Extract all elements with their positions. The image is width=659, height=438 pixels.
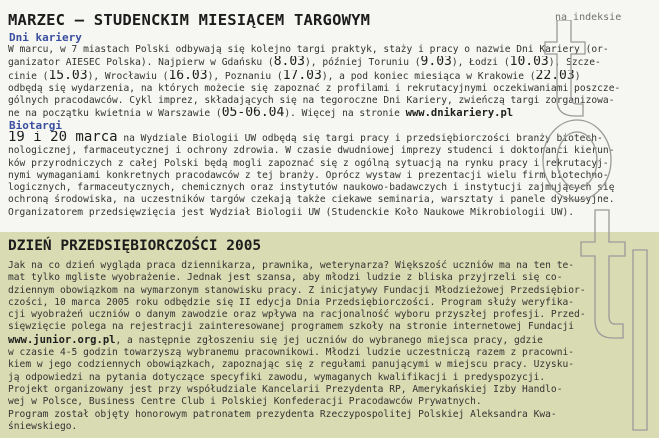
biotargi-line: logicznych, farmaceutycznych, chemicznych oraz instytutów naukowo-badawczych i instytucji zajmujących się xyxy=(8,182,615,193)
event-date: 17.03 xyxy=(282,69,322,83)
biotargi-line: ków przyrodniczych z całej Polski będą mogli zapoznać się z ogólną sytuacją na rynku pracy i rekrutacyj- xyxy=(8,157,609,169)
event-date: 8.03 xyxy=(273,56,306,70)
dzien-line: śniewskiego. xyxy=(8,420,78,432)
dzien-title: DZIEŃ PRZEDSIĘBIORCZOŚCI 2005 xyxy=(8,238,262,254)
dzien-line: Program został objęty honorowym patronatem prezydenta Rzeczypospolitej Polskiej Aleksandra Kwa- xyxy=(8,408,557,420)
junior-link[interactable]: www.junior.org.pl xyxy=(8,333,116,346)
dzien-line: mat tylko mgliste wyobrażenie. Jednak jest szansa, aby młodzi ludzie z bliska przyjrzeli się co- xyxy=(8,272,563,284)
dni-kariery-line: gólnych pracodawców. Cykl imprez, składających się na tegoroczne Dni Kariery, zwieńczą targi zorganizowa- xyxy=(8,95,615,106)
dzien-line: kiem w jego codziennych obowiązkach, zapoznając się z regułami panującymi w miejscu pracy. Uzysku- xyxy=(8,359,575,371)
biotargi-heading: Biotargi xyxy=(9,119,62,132)
dzien-line: dziennym obowiązkom na wymarzonym stanowisku pracy. Z inicjatywy Fundacji Młodzieżowej Przedsiębior- xyxy=(8,284,586,296)
dzien-line: cji wyobrażeń uczniów o danym zawodzie oraz wpływa na racjonalność wyboru przyszłej profesji. Przed- xyxy=(8,309,586,321)
biotargi-text: 19 i 20 marca na Wydziale Biologii UW odbędą się targi pracy i przedsiębiorczości branży biotech- nologicznej, farmaceutycznej i ochrony zdrowia. W czasie dwudniowej imprezy studenci i doktoranci kierun- ków przyrodniczych z całej Polski będą mogli zapoznać się z ogólną sytuacją na rynku pracy i rekrutacyj- nymi wymaganiami konkretnych pracodawców z tej branży. Oprócz wystaw i prezentacji wielu firm biotechno- logicznych, farmaceutycznych, chemicznych oraz instytutów naukowo-badawczych i instytucji zajmujących się ochroną środowiska, na uczestników targów czekają także ciekawe seminaria, warsztaty i panele dyskusyjne. Organizatorem przedsięwzięcia jest Wydział Biologii UW (Studenckie Koło Naukowe Mikrobiologii UW). xyxy=(8,131,653,219)
dzien-line: czości, 10 marca 2005 roku odbędzie się II edycja Dnia Przedsiębiorczości. Program służy weryfika- xyxy=(8,296,575,308)
dzien-line: Projekt organizowany jest przy współudziale Kancelarii Prezydenta RP, Amerykańskiej Izby Handlo- xyxy=(8,383,563,395)
dzien-line: sięwzięcie polega na rejestracji zainteresowanej programem szkoły na stronie internetowej Fundacji xyxy=(8,321,575,333)
dni-kariery-text xyxy=(8,44,653,121)
dzien-line: w czasie 4-5 godzin towarzyszą wybranemu pracownikowi. Młodzi ludzie uczestniczą razem z pracowni- xyxy=(8,347,575,359)
dni-kariery-line: ne na początku kwietnia w Warszawie (05-06.04). Więcej na stronie www.dnikariery.pl xyxy=(8,107,514,121)
dnikariery-link[interactable]: www.dnikariery.pl xyxy=(405,107,514,120)
dni-kariery-heading: Dni kariery xyxy=(9,31,82,44)
dzien-line: wej w Polsce, Business Centre Club i Polskiej Konfederacji Pracodawców Prywatnych. xyxy=(8,396,482,408)
bottom-section xyxy=(0,232,659,438)
event-date: 9.03 xyxy=(420,56,452,70)
biotargi-line: ochroną środowiska, na uczestników targów czekają także ciekawe seminaria, warsztaty i panele dyskusyjne. xyxy=(8,194,615,206)
event-date: 15.03 xyxy=(48,69,88,83)
biotargi-line: nymi wymaganiami konkretnych pracodawców z tej branży. Oprócz wystaw i prezentacji wielu firm biotechno- xyxy=(8,169,609,181)
event-date: 05-06.04 xyxy=(221,107,285,121)
article-title: MARZEC — STUDENCKIM MIESIĄCEM TARGOWYM xyxy=(8,11,371,29)
dni-kariery-line: W marcu, w 7 miastach Polski odbywają się kolejno targi praktyk, staży i pracy o nazwie Dni Kariery (or- xyxy=(8,44,609,55)
biotargi-line: nologicznej, farmaceutycznej i ochrony zdrowia. W czasie dwudniowej imprezy studenci i doktoranci kierun- xyxy=(8,145,615,157)
event-date: 10.03 xyxy=(509,56,549,70)
dzien-text: Jak na co dzień wygląda praca dziennikarza, prawnika, weterynarza? Większość uczniów ma na ten te- mat tylko mgliste wyobrażenie. Jednak jest szansa, aby młodzi ludzie z bliska przyjrzeli się co- dziennym obowiązkom na wymarzonym stanowisku pracy. Z inicjatywy Fundacji Młodzieżowej Przedsiębior- czości, 10 marca 2005 roku odbędzie się II edycja Dnia Przedsiębiorczości. Program służy weryfika- cji wyobrażeń uczniów o danym zawodzie oraz wpływa na racjonalność wyboru przyszłej profesji. Przed- sięwzięcie polega na rejestracji zainteresowanej programem szkoły na stronie internetowej Fundacji www.junior.org.pl, a następnie zgłoszeniu się jej uczniów do wybranego miejsca pracy, gdzie w czasie 4-5 godzin towarzyszą wybranemu pracownikowi. Młodzi ludzie uczestniczą razem z pracowni- kiem w jego codziennych obowiązkach, zapoznając się z regułami panującymi w miejscu pracy. Uzysku- ją odpowiedzi na pytania dotyczące specyfiki zawodu, wymaganych kwalifikacji i predyspozycji. Projekt organizowany jest przy współudziale Kancelarii Prezydenta RP, Amerykańskiej Izby Handlo- wej w Polsce, Business Centre Club i Polskiej Konfederacji Pracodawców Prywatnych. Program został objęty honorowym patronatem prezydenta Rzeczypospolitej Polskiej Aleksandra Kwa- śniewskiego. xyxy=(8,260,653,433)
biotargi-line: Organizatorem przedsięwzięcia jest Wydział Biologii UW (Studenckie Koło Naukowe Mikrobiologii UW). xyxy=(8,206,575,218)
event-date: 16.03 xyxy=(168,69,208,83)
dzien-line: Jak na co dzień wygląda praca dziennikarza, prawnika, weterynarza? Większość uczniów ma na ten te- xyxy=(8,260,575,271)
section-label: na indeksie xyxy=(555,12,622,23)
dni-kariery-line: odbędą się wydarzenia, na których możecie się zapoznać z profilami i rekrutacyjnymi oczekiwaniami poszcze- xyxy=(8,82,621,94)
dzien-line: ją odpowiedzi na pytania dotyczące specyfiki zawodu, wymaganych kwalifikacji i predyspozycji. xyxy=(8,371,546,383)
biotargi-date: 19 i 20 marca xyxy=(8,131,118,145)
event-date: 22.03 xyxy=(535,69,575,83)
dni-kariery-line: cinie (15.03), Wrocławiu (16.03), Poznaniu (17.03), a pod koniec miesiąca w Krakowie (22.03) xyxy=(8,69,581,83)
dni-kariery-line: ganizator AIESEC Polska). Najpierw w Gdańsku (8.03), później Toruniu (9.03), Łodzi (10.03), Szcze- xyxy=(8,56,601,70)
